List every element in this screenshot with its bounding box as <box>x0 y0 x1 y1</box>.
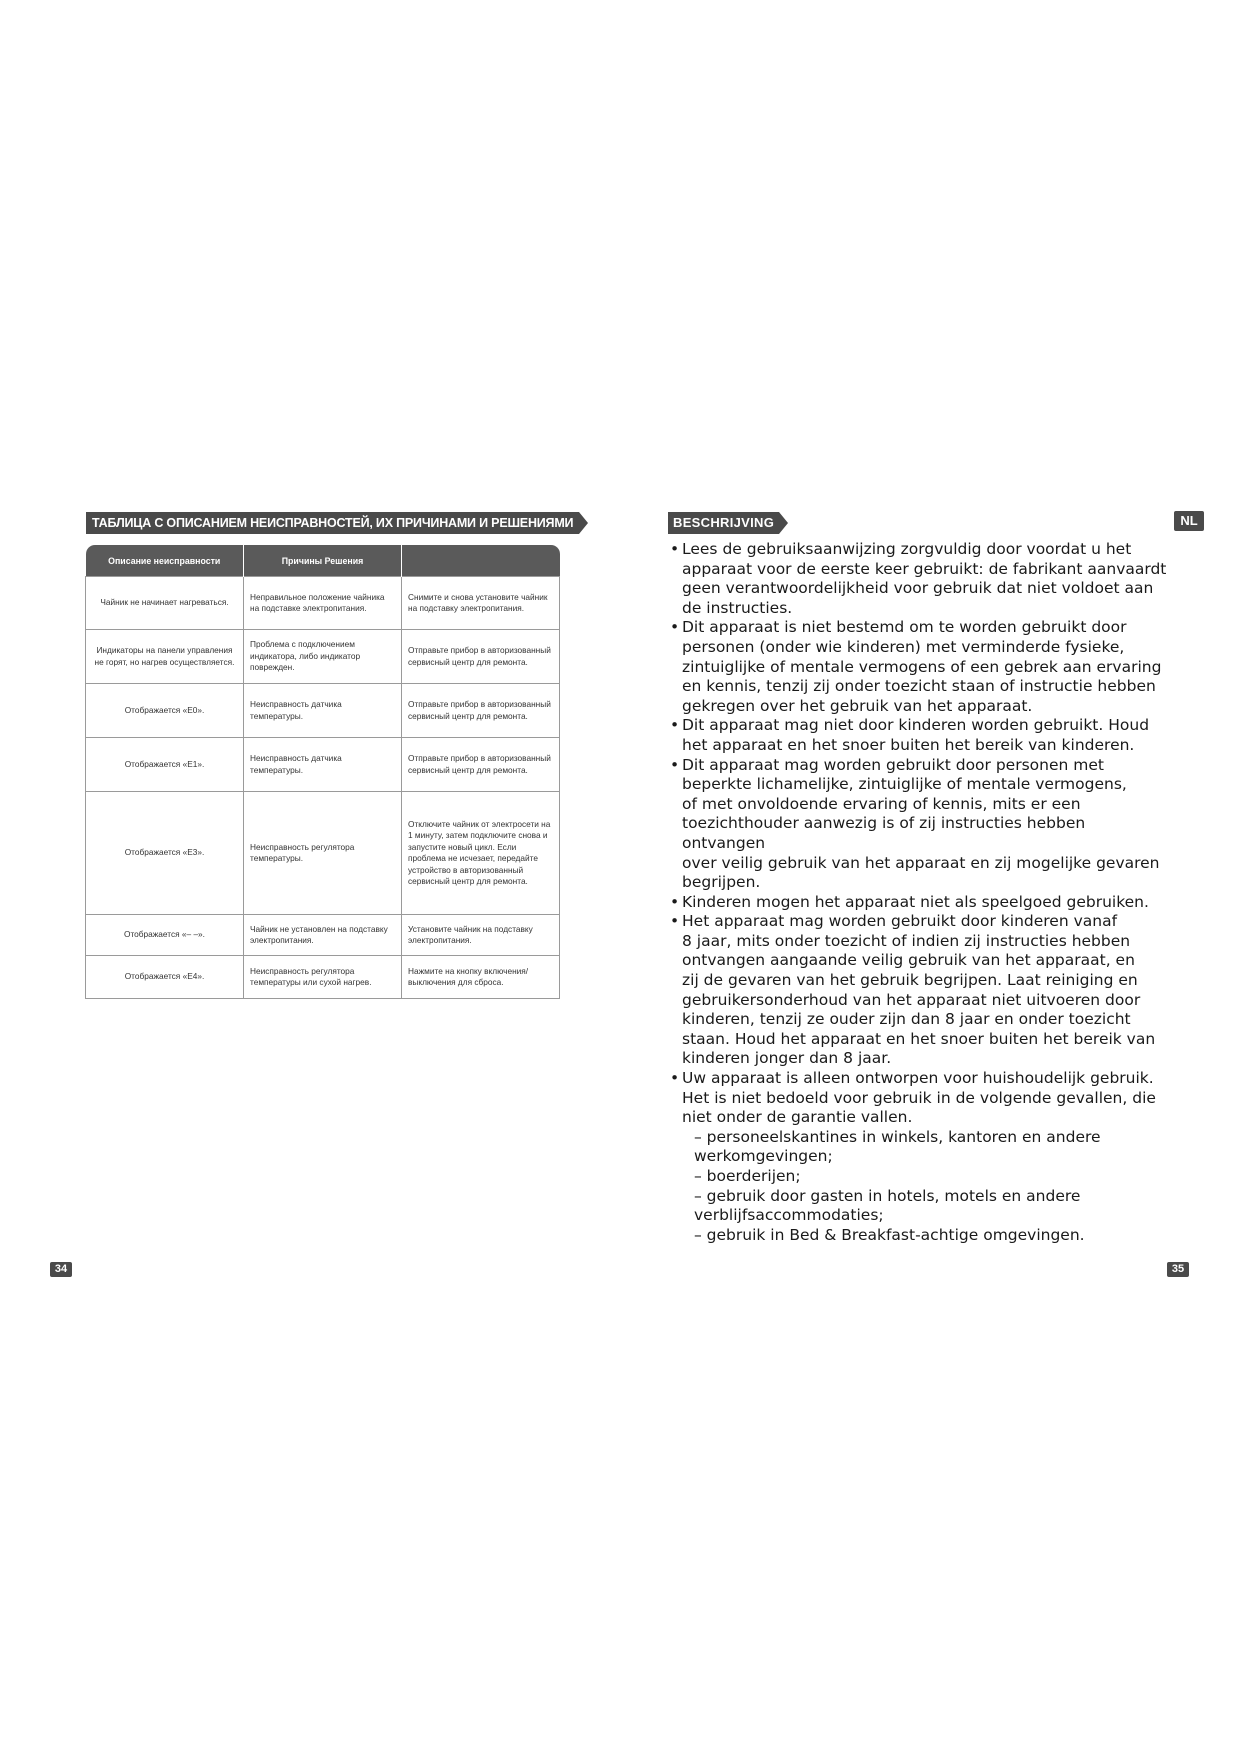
table-cell: Снимите и снова установите чайник на подставку электропитания. <box>402 577 560 630</box>
bullet-text: Kinderen mogen het apparaat niet als speelgoed gebruiken. <box>682 892 1149 911</box>
table-cell: Установите чайник на подставку электропитания. <box>402 915 560 956</box>
table-cell: Отключите чайник от электросети на 1 минуту, затем подключите снова и запустите новый цикл. Если проблема не исчезает, передайте устройство в авторизованный сервисный центр для ремонта. <box>402 792 560 915</box>
bullet-icon: • <box>670 618 680 637</box>
table-row <box>86 738 560 792</box>
table-cell: Неисправность регулятора температуры. <box>244 792 402 915</box>
table-row <box>86 915 560 956</box>
bullet-item <box>670 618 1170 716</box>
table-cell: Нажмите на кнопку включения/выключения для сброса. <box>402 956 560 999</box>
table-cell: Отображается «E3». <box>86 792 244 915</box>
table-row <box>86 956 560 999</box>
bullet-text: Dit apparaat mag worden gebruikt door personen met beperkte lichamelijke, zintuiglijke of mentale vermogens, of met onvoldoende ervaring of kennis, mits er een toezichthouder aanwezig is of zij instructies hebben ontvangen over veilig gebruik van het apparaat en zij mogelijke gevaren begrijpen. <box>682 755 1160 892</box>
bullet-icon: • <box>670 892 680 911</box>
table-cell: Отображается «E1». <box>86 738 244 792</box>
description-text <box>670 540 1170 1245</box>
language-badge: NL <box>1174 511 1204 531</box>
bullet-icon: • <box>670 540 680 558</box>
table-header-cell: Причины Решения <box>244 545 402 577</box>
section-title-ru: ТАБЛИЦА С ОПИСАНИЕМ НЕИСПРАВНОСТЕЙ, ИХ ПРИЧИНАМИ И РЕШЕНИЯМИ <box>86 512 579 534</box>
troubleshooting-table-container <box>85 545 559 999</box>
table-row <box>86 792 560 915</box>
table-row <box>86 684 560 738</box>
table-cell: Неисправность датчика температуры. <box>244 738 402 792</box>
sub-list-item: – personeelskantines in winkels, kantoren en andere werkomgevingen; <box>694 1127 1101 1166</box>
table-row <box>86 630 560 684</box>
page-number-right: 35 <box>1167 1262 1189 1277</box>
bullet-text: Lees de gebruiksaanwijzing zorgvuldig door voordat u het apparaat voor de eerste keer gebruikt: de fabrikant aanvaardt geen verantwoordelijkheid voor gebruik dat niet voldoet aan de instructies. <box>682 540 1167 617</box>
bullet-text: Uw apparaat is alleen ontworpen voor huishoudelijk gebruik. Het is niet bedoeld voor gebruik in de volgende gevallen, die niet onder de garantie vallen. <box>682 1069 1156 1127</box>
table-cell: Отправьте прибор в авторизованный сервисный центр для ремонта. <box>402 738 560 792</box>
table-cell: Чайник не установлен на подставку электропитания. <box>244 915 402 956</box>
bullet-icon: • <box>670 1069 680 1088</box>
table-cell: Отображается «– –». <box>86 915 244 956</box>
table-header-cell: Описание неисправности <box>86 545 244 577</box>
table-cell: Чайник не начинает нагреваться. <box>86 577 244 630</box>
table-cell: Отправьте прибор в авторизованный сервисный центр для ремонта. <box>402 630 560 684</box>
table-cell: Отправьте прибор в авторизованный сервисный центр для ремонта. <box>402 684 560 738</box>
table-cell: Отображается «E4». <box>86 956 244 999</box>
table-header-cell <box>402 545 560 577</box>
bullet-item <box>670 912 1170 1069</box>
bullet-item <box>670 756 1170 893</box>
section-title-nl: BESCHRIJVING <box>668 512 779 534</box>
bullet-item <box>670 540 1170 618</box>
bullet-text: Dit apparaat is niet bestemd om te worden gebruikt door personen (onder wie kinderen) met verminderde fysieke, zintuiglijke of mentale vermogens of een gebrek aan ervaring en kennis, tenzij zij onder toezicht staan of instructie hebben gekregen over het gebruik van het apparaat. <box>682 618 1162 715</box>
bullet-item <box>670 1069 1170 1128</box>
bullet-icon: • <box>670 912 680 931</box>
table-cell: Неисправность датчика температуры. <box>244 684 402 738</box>
troubleshooting-table <box>85 545 560 999</box>
bullet-item <box>670 716 1170 755</box>
table-header-row <box>86 545 560 577</box>
table-cell: Неправильное положение чайника на подставке электропитания. <box>244 577 402 630</box>
bullet-icon: • <box>670 755 680 774</box>
bullet-text: Het apparaat mag worden gebruikt door kinderen vanaf 8 jaar, mits onder toezicht of indien zij instructies hebben ontvangen aangaande veilig gebruik van het apparaat, en zij de gevaren van het gebruik begrijpen. Laat reiniging en gebruikersonderhoud van het apparaat niet uitvoeren door kinderen, tenzij ze ouder zijn dan 8 jaar en onder toezicht staan. Houd het apparaat en het snoer buiten het bereik van kinderen jonger dan 8 jaar. <box>682 912 1156 1068</box>
page-number-left: 34 <box>50 1262 72 1277</box>
sub-list-item: – gebruik in Bed & Breakfast-achtige omgevingen. <box>694 1225 1085 1244</box>
table-row <box>86 577 560 630</box>
table-cell: Неисправность регулятора температуры или сухой нагрев. <box>244 956 402 999</box>
sub-list-item: – boerderijen; <box>694 1167 801 1185</box>
bullet-item <box>670 893 1170 913</box>
sub-list-item: – gebruik door gasten in hotels, motels en andere verblijfsaccommodaties; <box>694 1186 1081 1225</box>
table-cell: Индикаторы на панели управления не горят, но нагрев осуществляется. <box>86 630 244 684</box>
table-cell: Отображается «E0». <box>86 684 244 738</box>
table-cell: Проблема с подключением индикатора, либо индикатор поврежден. <box>244 630 402 684</box>
bullet-icon: • <box>670 716 680 735</box>
bullet-text: Dit apparaat mag niet door kinderen worden gebruikt. Houd het apparaat en het snoer buiten het bereik van kinderen. <box>682 716 1150 754</box>
